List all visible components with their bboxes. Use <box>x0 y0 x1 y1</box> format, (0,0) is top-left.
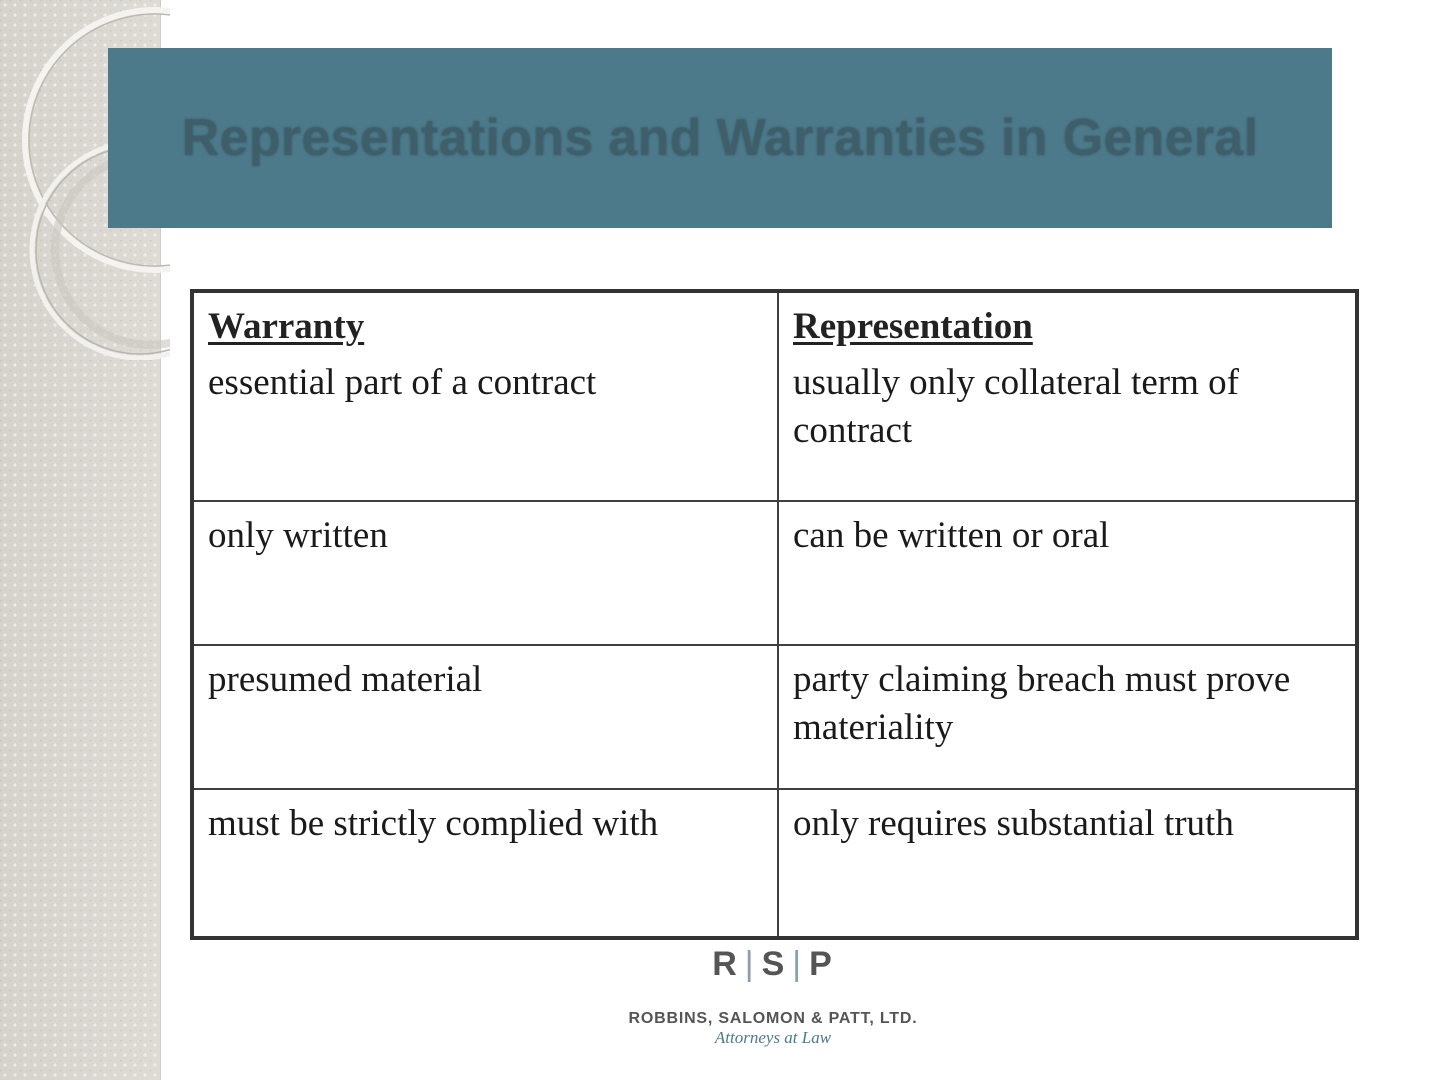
cell-text: must be strictly complied with <box>208 803 659 844</box>
table-cell <box>778 291 1357 501</box>
cell-text: party claiming breach must prove materiality <box>793 659 1291 748</box>
table-row <box>192 291 1357 501</box>
logo-letter-s: S <box>761 945 787 983</box>
table-cell <box>778 501 1357 645</box>
firm-tagline: Attorneys at Law <box>714 1028 832 1047</box>
comparison-table <box>190 289 1359 940</box>
slide-title: Representations and Warranties in General <box>181 109 1259 167</box>
cell-text: can be written or oral <box>793 515 1110 556</box>
table-row <box>192 789 1357 938</box>
table-row <box>192 645 1357 789</box>
logo-separator: | <box>792 945 804 983</box>
table-cell <box>192 291 778 501</box>
cell-text: only written <box>208 515 388 556</box>
title-banner <box>108 48 1332 228</box>
cell-text: essential part of a contract <box>208 362 597 403</box>
column-header-representation: Representation <box>793 306 1033 347</box>
firm-logo <box>600 944 946 1048</box>
logo-separator: | <box>744 945 756 983</box>
cell-text: only requires substantial truth <box>793 803 1234 844</box>
table-cell <box>192 645 778 789</box>
table-cell <box>778 645 1357 789</box>
table-row <box>192 501 1357 645</box>
table-cell <box>192 789 778 938</box>
column-header-warranty: Warranty <box>208 306 365 347</box>
logo-monogram <box>600 944 946 984</box>
cell-text: presumed material <box>208 659 483 700</box>
table-cell <box>192 501 778 645</box>
cell-text: usually only collateral term of contract <box>793 362 1239 451</box>
table-cell <box>778 789 1357 938</box>
logo-letter-r: R <box>712 945 739 983</box>
firm-name: ROBBINS, SALOMON & PATT, LTD. <box>628 1010 918 1027</box>
logo-letter-p: P <box>809 945 834 983</box>
